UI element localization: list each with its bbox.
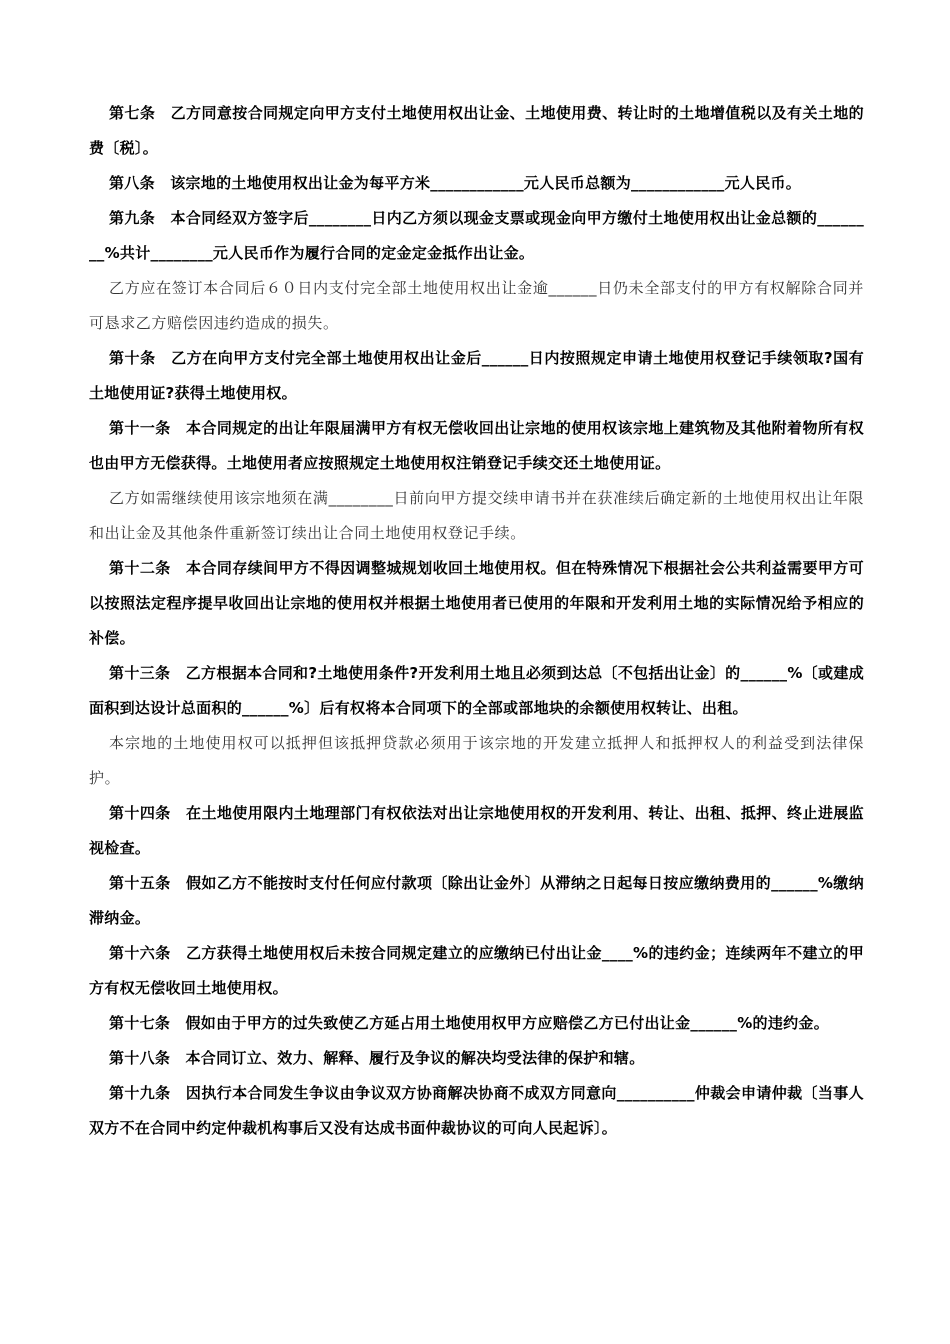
article-19-paragraph: 第十九条 因执行本合同发生争议由争议双方协商解决协商不成双方同意向__________仲裁会申请仲裁〔当事人双方不在合同中约定仲裁机构事后又没有达成书面仲裁协议的可向人民起诉〕。	[89, 1084, 864, 1137]
article-11-supplement-paragraph: 乙方如需继续使用该宗地须在满________日前向甲方提交续申请书并在获准续后确定新的土地使用权出让年限和出让金及其他条件重新签订续出让合同土地使用权登记手续。	[89, 489, 864, 542]
article-8-paragraph: 第八条 该宗地的土地使用权出让金为每平方米____________元人民币总额为____________元人民币。	[109, 174, 802, 192]
article-14-paragraph: 第十四条 在土地使用限内土地理部门有权依法对出让宗地使用权的开发利用、转让、出租、抵押、终止进展监视检查。	[89, 804, 864, 857]
article-9-paragraph: 第九条 本合同经双方签字后________日内乙方须以现金支票或现金向甲方缴付土地使用权出让金总额的________%共计________元人民币作为履行合同的定金定金抵作出让金。	[89, 209, 864, 262]
article-12-paragraph: 第十二条 本合同存续间甲方不得因调整城规划收回土地使用权。但在特殊情况下根据社会公共利益需要甲方可以按照法定程序提早收回出让宗地的使用权并根据土地使用者已使用的年限和开发利用土地的实际情况给予相应的补偿。	[89, 559, 864, 647]
article-15-paragraph: 第十五条 假如乙方不能按时支付任何应付款项〔除出让金外〕从滞纳之日起每日按应缴纳费用的______%缴纳滞纳金。	[89, 874, 864, 927]
article-10-paragraph: 第十条 乙方在向甲方支付完全部土地使用权出让金后______日内按照规定申请土地使用权登记手续领取?国有土地使用证?获得土地使用权。	[89, 349, 864, 402]
article-18-paragraph: 第十八条 本合同订立、效力、解释、履行及争议的解决均受法律的保护和辖。	[109, 1049, 645, 1067]
article-11-paragraph: 第十一条 本合同规定的出让年限届满甲方有权无偿收回出让宗地的使用权该宗地上建筑物及其他附着物所有权也由甲方无偿获得。土地使用者应按照规定土地使用权注销登记手续交还土地使用证。	[89, 419, 864, 472]
article-17-paragraph: 第十七条 假如由于甲方的过失致使乙方延占用土地使用权甲方应赔偿乙方已付出让金______%的违约金。	[109, 1014, 830, 1032]
document-body	[89, 96, 864, 1146]
article-9-supplement-paragraph: 乙方应在签订本合同后６０日内支付完全部土地使用权出让金逾______日仍未全部支付的甲方有权解除合同并可恳求乙方赔偿因违约造成的损失。	[89, 279, 864, 332]
article-13-supplement-paragraph: 本宗地的土地使用权可以抵押但该抵押贷款必须用于该宗地的开发建立抵押人和抵押权人的利益受到法律保护。	[89, 734, 864, 787]
article-16-paragraph: 第十六条 乙方获得土地使用权后未按合同规定建立的应缴纳已付出让金____%的违约金；连续两年不建立的甲方有权无偿收回土地使用权。	[89, 944, 864, 997]
article-13-paragraph: 第十三条 乙方根据本合同和?土地使用条件?开发利用土地且必须到达总〔不包括出让金〕的______%〔或建成面积到达设计总面积的______%〕后有权将本合同项下的全部或部地块的余额使用权转让、出租。	[89, 664, 864, 717]
article-7-paragraph: 第七条 乙方同意按合同规定向甲方支付土地使用权出让金、土地使用费、转让时的土地增值税以及有关土地的费〔税〕。	[89, 104, 864, 157]
